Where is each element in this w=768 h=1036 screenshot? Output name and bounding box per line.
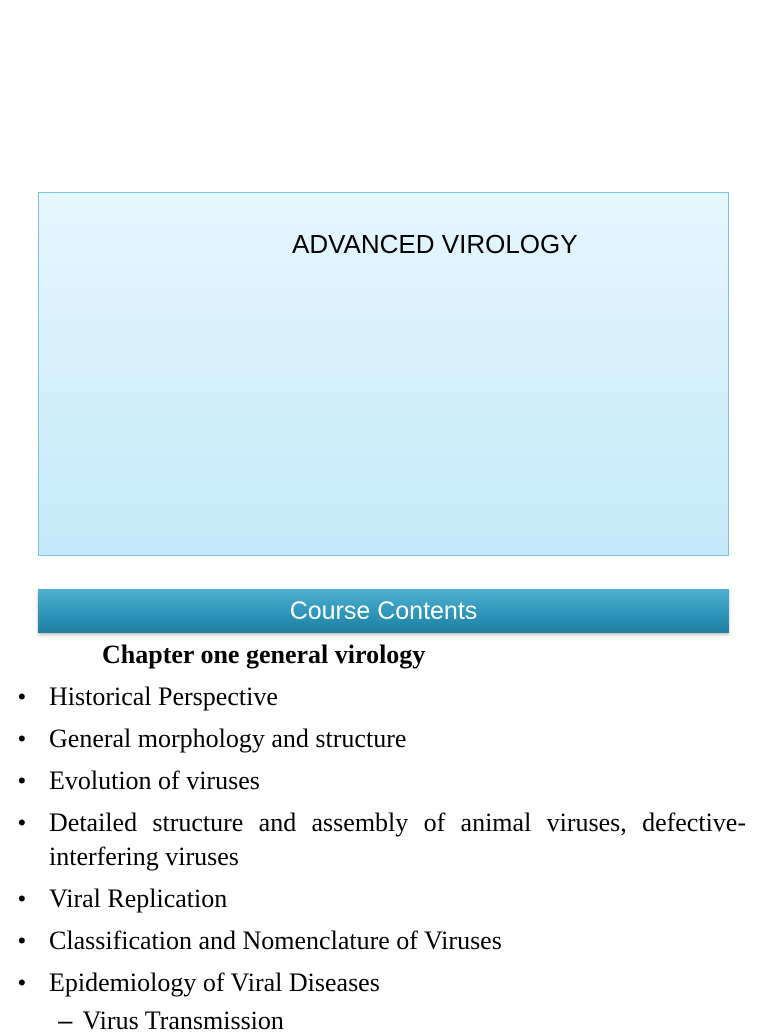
chapter-heading: Chapter one general virology: [102, 640, 426, 669]
list-item: [18, 966, 746, 1000]
list-item: [18, 806, 746, 874]
sub-list-item: [58, 1005, 284, 1036]
dash-icon: –: [58, 1005, 73, 1035]
slide-title: ADVANCED VIROLOGY: [292, 229, 578, 259]
bullet-icon: •: [18, 970, 26, 995]
bullet-icon: •: [18, 810, 26, 835]
course-contents-label: Course Contents: [289, 596, 478, 625]
list-item: [18, 882, 746, 916]
list-item-text: Historical Perspective: [49, 682, 278, 711]
list-item: [18, 722, 746, 756]
list-item-text: General morphology and structure: [49, 724, 407, 753]
bullet-icon: •: [18, 768, 26, 793]
course-contents-header: [38, 589, 729, 633]
bullet-icon: •: [18, 726, 26, 751]
list-item-text: Detailed structure and assembly of animal viruses, defective-interfering viruses: [49, 808, 746, 871]
bullet-icon: •: [18, 886, 26, 911]
list-item-text: Classification and Nomenclature of Viruses: [49, 926, 502, 955]
bullet-icon: •: [18, 684, 26, 709]
list-item: [18, 924, 746, 958]
bullet-icon: •: [18, 928, 26, 953]
list-item-text: Viral Replication: [49, 884, 228, 913]
title-slide: [38, 192, 729, 556]
list-item: [18, 680, 746, 714]
list-item-text: Evolution of viruses: [49, 766, 260, 795]
list-item: [18, 764, 746, 798]
course-topics-list: [18, 680, 746, 1008]
list-item-text: Epidemiology of Viral Diseases: [49, 968, 380, 997]
sub-list-item-text: Virus Transmission: [82, 1006, 284, 1035]
